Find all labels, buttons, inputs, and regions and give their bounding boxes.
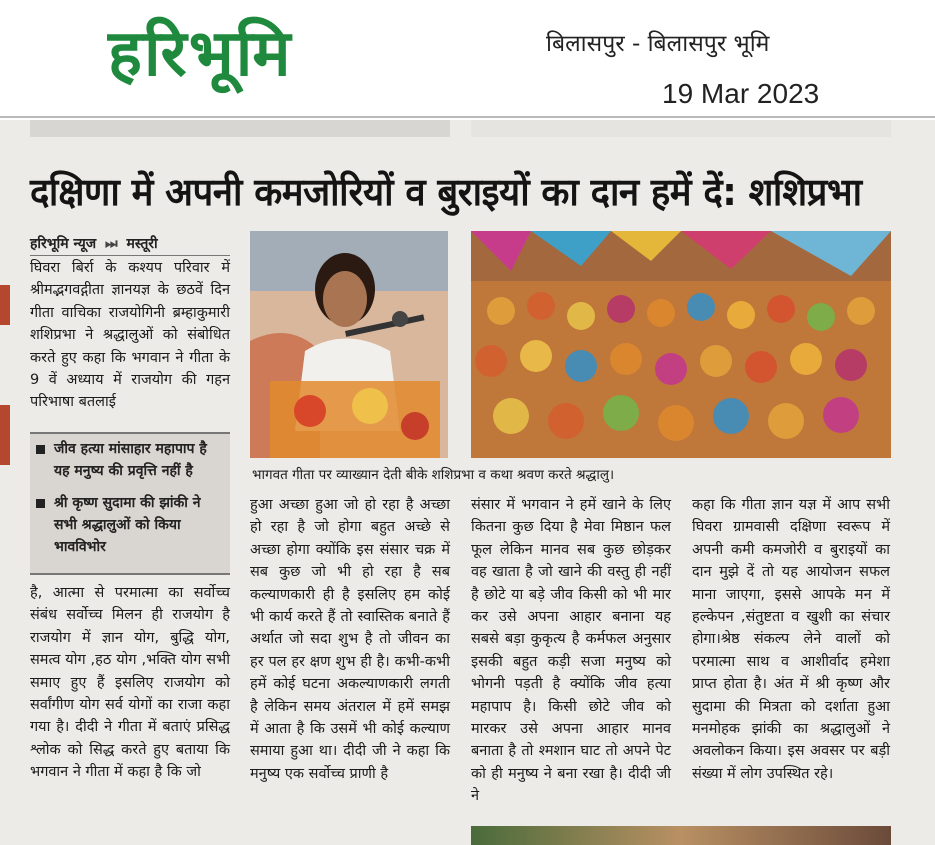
highlights-box (30, 432, 230, 575)
left-gutter (0, 230, 14, 830)
byline (30, 234, 158, 253)
speaker-photo (250, 231, 448, 458)
gutter-red-mark (0, 405, 10, 465)
newspaper-logo: हरिभूमि (108, 17, 293, 91)
next-article-photo (471, 826, 891, 845)
masthead (0, 0, 935, 118)
article-intro: घिवरा बिर्रा के कश्यप परिवार में श्रीमद्भगवद्गीता ज्ञानयज्ञ के छठवें दिन गीता वाचिका राजयोगिनी ब्रम्हाकुमारी शशिप्रभा ने श्रद्धालुओं को संबोधित करते हुए कहा कि भगवान ने गीता के 9 वें अध्याय में राजयोग की गहन परिभाषा बतलाई (30, 260, 230, 411)
cut-text-strip (471, 120, 891, 137)
highlight-item: श्री कृष्ण सुदामा की झांकी ने सभी श्रद्धालुओं को किया भावविभोर (36, 492, 224, 558)
photo-caption: भागवत गीता पर व्याख्यान देती बीके शशिप्रभा व कथा श्रवण करते श्रद्धालु। (252, 467, 615, 483)
fast-forward-icon: ⏭ (105, 236, 118, 252)
byline-place: मस्तूरी (126, 236, 158, 252)
byline-rule (30, 255, 230, 256)
publication-date: 19 Mar 2023 (662, 78, 820, 109)
edition-name: बिलासपुर - बिलासपुर भूमि (546, 31, 770, 57)
audience-photo-graphic (471, 231, 891, 458)
gutter-red-mark (0, 285, 10, 325)
byline-source: हरिभूमि न्यूज (30, 236, 97, 252)
article-column-1: है, आत्मा से परमात्मा का सर्वोच्च संबंध सर्वोच्च मिलन ही राजयोग है राजयोग में ज्ञान योग, बुद्धि योग, समत्व योग ,हठ योग ,भक्ति योग सभी समाए हुए हैं इसलिए राजयोग को सर्वांगीण योग सर्व योगों का राजा कहा गया है। दीदी ने गीता में बताएं प्रसिद्ध श्लोक को सिद्ध करते हुए बताया कि भगवान ने गीता में कहा है कि जो (30, 585, 230, 781)
article-column-3: संसार में भगवान ने हमें खाने के लिए कितना कुछ दिया है मेवा मिष्ठान फल फूल लेकिन मानव सब कुछ छोड़कर वह खाता है जो खाने की वस्तु ही नहीं है छोटे या बड़े जीव किसी को भी मार कर उसे अपना आहार बनाना यह सबसे बड़ा कुकृत्य है कर्मफल अनुसार इसकी बहुत कड़ी सजा मनुष्य को भोगनी पड़ती है क्योंकि जीव हत्या महापाप है। किसी छोटे जीव को मारकर उसे अपना आहार मानव बनाता है तो श्मशान घाट तो अपने पेट को ही मनुष्य ने बना रखा है। दीदी जी ने (471, 497, 671, 805)
article-headline: दक्षिणा में अपनी कमजोरियों व बुराइयों का दान हमें दें: शशिप्रभा (30, 170, 862, 214)
audience-photo (471, 231, 891, 458)
newspaper-clipping (0, 120, 935, 845)
cut-photo-strip (30, 120, 450, 137)
highlight-item: जीव हत्या मांसाहार महापाप है यह मनुष्य की प्रवृत्ति नहीं है (36, 438, 224, 482)
article-column-2: हुआ अच्छा हुआ जो हो रहा है अच्छा हो रहा है जो होगा बहुत अच्छे से अच्छा होगा क्योंकि इस संसार चक्र में सब कुछ जो भी हो रहा है सब कल्याणकारी ही है इसलिए हम कोई भी कार्य करते हैं तो स्वास्तिक बनाते हैं अर्थात जो सदा शुभ है तो जीवन का हर पल हर क्षण शुभ ही है। कभी-कभी हमें कोई घटना अकल्याणकारी लगती है लेकिन समय अंतराल में हमें समझ में आता है कि उसमें भी कोई कल्याण समाया हुआ था। दीदी जी ने कहा कि मनुष्य एक सर्वोच्च प्राणी है (250, 497, 450, 782)
article-column-4: कहा कि गीता ज्ञान यज्ञ में आप सभी घिवरा ग्रामवासी दक्षिणा स्वरूप में अपनी कमी कमजोरी व बुराइयों का दान मुझे दें तो यह आयोजन सफल माना जाएगा, इससे आपके मन में हल्केपन ,संतुष्टता व खुशी का संचार होगा।श्रेष्ठ संकल्प लेने वालों को परमात्मा साथ व आशीर्वाद हमेशा प्राप्त होता है। अंत में श्री कृष्ण और सुदामा की मित्रता को दर्शाता हुआ मनमोहक झांकी का श्रद्धालुओं ने अवलोकन किया। इस अवसर पर बड़ी संख्या में लोग उपस्थित रहे। (692, 497, 890, 782)
speaker-photo-graphic (250, 231, 448, 458)
